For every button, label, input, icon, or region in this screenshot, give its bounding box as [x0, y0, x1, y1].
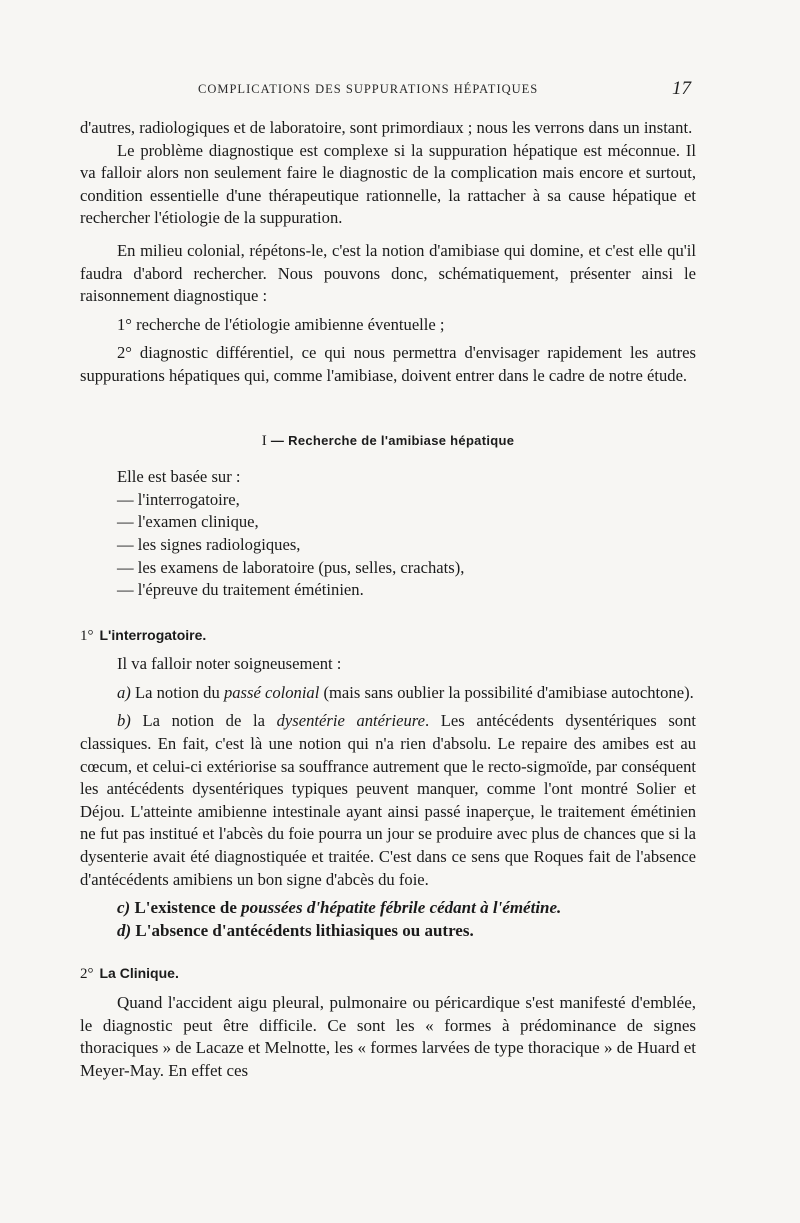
item-text: La notion du: [130, 682, 224, 702]
subsection-heading: [80, 962, 696, 986]
list-item: — les examens de laboratoire (pus, selles, crachats),: [117, 557, 465, 577]
paragraph: 1° recherche de l'étiologie amibienne éventuelle ;: [117, 314, 445, 334]
paragraph: d'autres, radiologiques et de laboratoire, sont primordiaux ; nous les verrons dans un instant.: [80, 118, 693, 137]
subsection-heading: [80, 624, 696, 648]
item-d: [80, 920, 696, 943]
section-dash: —: [270, 432, 289, 448]
item-marker: c): [117, 898, 131, 918]
item-emphasis: passé colonial: [223, 682, 320, 702]
subsection-number: 1°: [80, 627, 94, 644]
item-emphasis: dysentérie antérieure: [276, 711, 425, 731]
section-title: Recherche de l'amibiase hépatique: [288, 432, 515, 448]
section-number: I: [261, 432, 267, 449]
item-text: (mais sans oublier la possibilité d'amibiase autochtone).: [319, 682, 694, 702]
paragraph: En milieu colonial, répétons-le, c'est la notion d'amibiase qui domine, et c'est elle qu'il faudra d'abord rechercher. Nous pouvons donc, schématiquement, présenter ainsi le raisonnement diagnostique :: [80, 240, 696, 306]
page-number: 17: [672, 78, 691, 99]
subsection-title: L'interrogatoire.: [99, 626, 207, 643]
section-heading: [80, 430, 696, 453]
item-text: L'existence de: [130, 898, 242, 918]
item-emphasis: poussées d'hépatite fébrile cédant à l'émétine.: [241, 898, 562, 918]
paragraph: Il va falloir noter soigneusement :: [117, 654, 342, 674]
item-b: [80, 710, 696, 891]
paragraph: Elle est basée sur :: [117, 467, 241, 487]
paragraph: Le problème diagnostique est complexe si la suppuration hépatique est méconnue. Il va falloir alors non seulement faire le diagnostic de la complication mais encore et surtout, condition essentielle d'une thérapeutique rationnelle, la rattacher à sa cause hépatique et rechercher l'étiologie de la suppuration.: [80, 140, 696, 228]
list-item: — l'épreuve du traitement émétinien.: [117, 580, 364, 600]
item-marker: d): [117, 920, 132, 940]
item-marker: a): [117, 682, 131, 702]
running-title: COMPLICATIONS DES SUPPURATIONS HÉPATIQUES: [198, 82, 539, 96]
list-item: — les signes radiologiques,: [117, 534, 301, 554]
page-body: [80, 117, 696, 1082]
paragraph: Quand l'accident aigu pleural, pulmonaire ou péricardique s'est manifesté d'emblée, le diagnostic peut être difficile. Ce sont les « formes à prédominance de signes thoraciques » de Lacaze et Melnotte, les « formes larvées de type thoracique » de Huard et Meyer-May. En effet ces: [80, 993, 696, 1080]
item-text: La notion de la: [130, 711, 277, 731]
list-item: — l'examen clinique,: [117, 512, 259, 532]
paragraph: 2° diagnostic différentiel, ce qui nous permettra d'envisager rapidement les autres suppurations hépatiques qui, comme l'amibiase, doivent entrer dans le cadre de notre étude.: [80, 343, 696, 385]
subsection-title: La Clinique.: [99, 965, 179, 982]
page-header: [0, 78, 800, 104]
subsection-number: 2°: [80, 966, 94, 983]
item-text: . Les antécédents dysentériques sont classiques. En fait, c'est là une notion qui n'a rien d'absolu. Le repaire des amibes est au cœcum, et celui-ci extériorise sa souffrance autrement que le recto-sigmoïde, par conséquent les antécédents dysentériques typiques peuvent manquer, comme l'ont montré Solier et Déjou. L'atteinte amibienne intestinale ayant ainsi passé inaperçue, le traitement émétinien ne fut pas institué et l'abcès du foie pourra un jour se produire avec plus de chances que si la dysenterie avait été diagnostiquée et traitée. C'est dans ce sens que Roques fait de l'absence d'antécédents amibiens un bon signe d'abcès du foie.: [80, 711, 696, 889]
item-marker: b): [117, 711, 131, 731]
item-c: [80, 897, 696, 920]
list-item: — l'interrogatoire,: [117, 489, 240, 509]
criteria-list: [80, 489, 696, 602]
item-text: L'absence d'antécédents lithiasiques ou autres.: [131, 920, 474, 940]
item-a: [80, 682, 696, 705]
